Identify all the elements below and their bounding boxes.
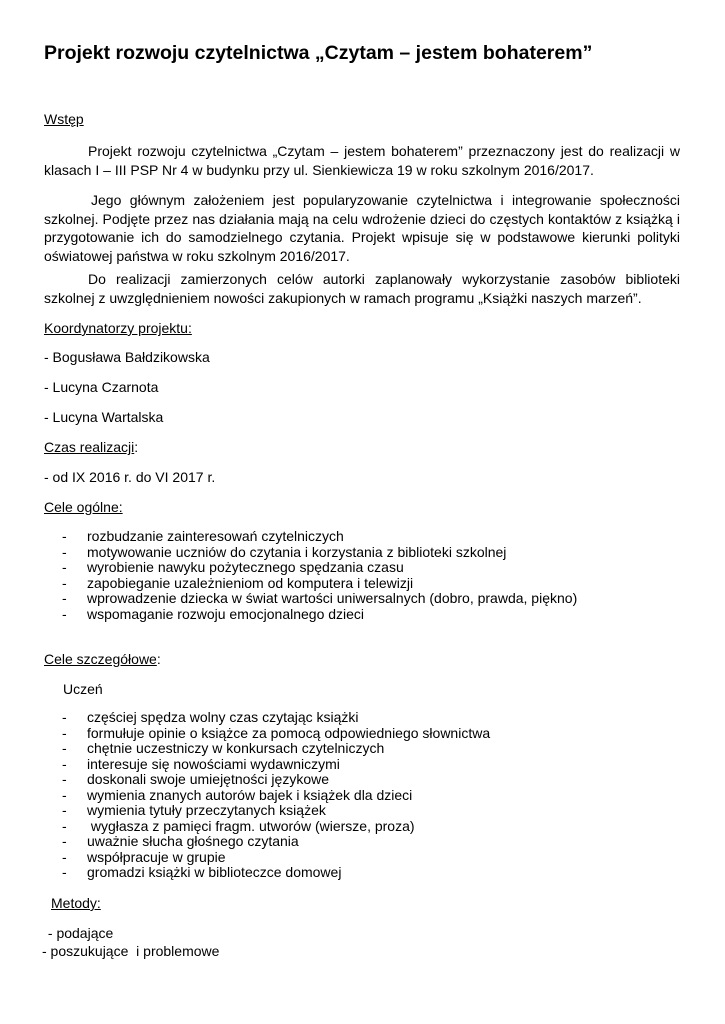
list-dash: - bbox=[62, 755, 67, 772]
list-item bbox=[62, 710, 490, 726]
list-item bbox=[62, 576, 577, 592]
list-item bbox=[62, 850, 490, 866]
general-goals-list bbox=[62, 529, 577, 622]
list-dash: - bbox=[62, 817, 67, 834]
list-item bbox=[62, 560, 577, 576]
duration-heading-line bbox=[44, 439, 138, 455]
list-dash: - bbox=[62, 559, 67, 575]
list-item-text: uważnie słucha głośnego czytania bbox=[87, 833, 299, 849]
intro-heading: Wstęp bbox=[44, 111, 84, 127]
list-item-text: rozbudzanie zainteresowań czytelniczych bbox=[87, 528, 344, 544]
list-item bbox=[62, 834, 490, 850]
list-item-text: współpracuje w grupie bbox=[87, 848, 226, 865]
list-dash: - bbox=[62, 771, 67, 787]
list-item-text: interesuje się nowościami wydawniczymi bbox=[87, 755, 340, 772]
list-item bbox=[62, 529, 577, 545]
list-dash: - bbox=[62, 786, 67, 803]
specific-goals-subject: Uczeń bbox=[63, 681, 103, 697]
list-item bbox=[62, 545, 577, 561]
list-dash: - bbox=[62, 802, 67, 818]
list-item-text: gromadzi książki w biblioteczce domowej bbox=[87, 864, 342, 880]
coordinator-name-3: - Lucyna Wartalska bbox=[44, 409, 164, 425]
list-item-text: chętnie uczestniczy w konkursach czytelniczych bbox=[87, 740, 385, 756]
list-item-text: zapobieganie uzależnieniom od komputera i telewizji bbox=[87, 574, 414, 591]
list-item-text: wymienia tytuły przeczytanych książek bbox=[87, 802, 326, 818]
list-dash: - bbox=[62, 543, 67, 560]
coordinators-heading: Koordynatorzy projektu: bbox=[44, 320, 192, 336]
list-item bbox=[62, 591, 577, 607]
specific-goals-list bbox=[62, 710, 490, 881]
list-dash: - bbox=[62, 864, 67, 880]
method-item-1: - podające bbox=[44, 925, 114, 941]
list-dash: - bbox=[62, 833, 67, 849]
list-item-text: wygłasza z pamięci fragm. utworów (wiersze, proza) bbox=[87, 817, 415, 834]
list-item bbox=[62, 772, 490, 788]
specific-goals-heading: Cele szczegółowe bbox=[44, 651, 157, 667]
duration-heading-colon: : bbox=[134, 439, 139, 455]
list-item-text: wspomaganie rozwoju emocjonalnego dzieci bbox=[87, 605, 365, 622]
list-item bbox=[62, 741, 490, 757]
specific-goals-heading-colon: : bbox=[156, 651, 161, 667]
document-title: Projekt rozwoju czytelnictwa „Czytam – jestem bohaterem” bbox=[44, 42, 593, 64]
intro-paragraph-1: Projekt rozwoju czytelnictwa „Czytam – jestem bohaterem” przeznaczony jest do realizacji w klasach I – III PSP Nr 4 w budynku przy ul. Sienkiewicza 19 w roku szkolnym 2016/2017. bbox=[44, 143, 680, 178]
list-item bbox=[62, 865, 490, 881]
list-item-text: wymienia znanych autorów bajek i książek dla dzieci bbox=[87, 786, 413, 803]
list-item bbox=[62, 607, 577, 623]
method-item-2: - poszukujące i problemowe bbox=[42, 943, 220, 959]
list-dash: - bbox=[62, 724, 67, 741]
list-dash: - bbox=[62, 605, 67, 622]
list-item-text: wprowadzenie dziecka w świat wartości uniwersalnych (dobro, prawda, piękno) bbox=[87, 590, 578, 606]
list-item bbox=[62, 819, 490, 835]
list-item-text: doskonali swoje umiejętności językowe bbox=[87, 771, 330, 787]
specific-goals-heading-line bbox=[44, 651, 161, 667]
list-item-text: motywowanie uczniów do czytania i korzystania z biblioteki szkolnej bbox=[87, 543, 507, 560]
duration-value: - od IX 2016 r. do VI 2017 r. bbox=[44, 469, 216, 485]
list-dash: - bbox=[62, 740, 67, 756]
list-item-text: częściej spędza wolny czas czytając książki bbox=[87, 709, 359, 725]
coordinator-name-2: - Lucyna Czarnota bbox=[44, 379, 159, 395]
list-item bbox=[62, 803, 490, 819]
list-item-text: wyrobienie nawyku pożytecznego spędzania czasu bbox=[87, 559, 404, 575]
list-item-text: formułuje opinie o książce za pomocą odpowiedniego słownictwa bbox=[87, 724, 491, 741]
list-dash: - bbox=[62, 528, 67, 544]
list-dash: - bbox=[62, 574, 67, 591]
methods-heading: Metody: bbox=[51, 895, 101, 911]
duration-heading: Czas realizacji bbox=[44, 439, 135, 455]
intro-paragraph-2: Jego głównym założeniem jest popularyzowanie czytelnictwa i integrowanie społeczności szkolnej. Podjęte przez nas działania mają na celu wdrożenie dzieci do częstych kontaktów z książką i przygotowanie ich do samodzielnego czytania. Projekt wpisuje się w podstawowe kierunki polityki oświatowej państwa w roku szkolnym 2016/2017. bbox=[44, 192, 680, 264]
list-item bbox=[62, 788, 490, 804]
intro-paragraph-3: Do realizacji zamierzonych celów autorki zaplanowały wykorzystanie zasobów biblioteki szkolnej z uwzględnieniem nowości zakupionych w ramach programu „Książki naszych marzeń”. bbox=[44, 271, 680, 306]
list-item bbox=[62, 726, 490, 742]
list-dash: - bbox=[62, 709, 67, 725]
list-dash: - bbox=[62, 590, 67, 606]
list-dash: - bbox=[62, 848, 67, 865]
list-item bbox=[62, 757, 490, 773]
general-goals-heading: Cele ogólne: bbox=[44, 499, 123, 515]
coordinator-name-1: - Bogusława Bałdzikowska bbox=[44, 349, 210, 365]
